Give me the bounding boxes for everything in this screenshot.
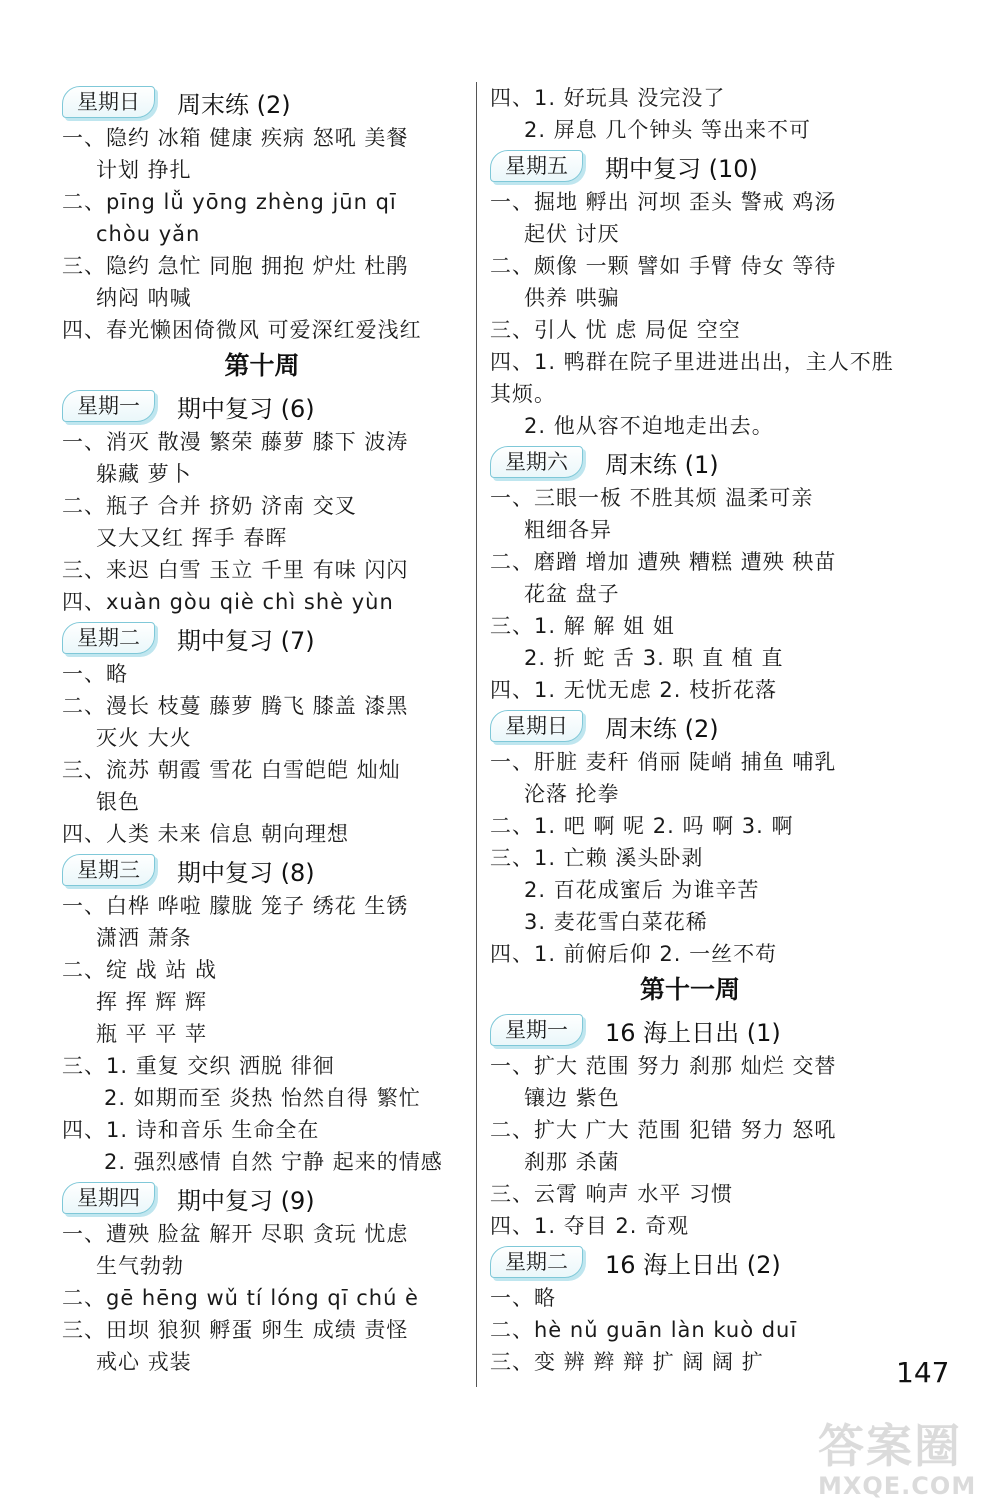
answer-line: 灭火 大火 bbox=[96, 726, 192, 750]
answer-line: 2. 强烈感情 自然 宁静 起来的情感 bbox=[104, 1150, 443, 1174]
day-tag: 星期六 bbox=[490, 446, 583, 478]
answer-line: 四、1. 好玩具 没完没了 bbox=[490, 86, 726, 110]
column-divider bbox=[476, 82, 477, 1387]
answer-line: 供养 哄骗 bbox=[524, 286, 620, 310]
answer-line: 四、1. 夺目 2. 奇观 bbox=[490, 1214, 690, 1238]
section-header bbox=[490, 442, 890, 482]
day-tag: 星期一 bbox=[62, 390, 155, 422]
answer-line: 三、云霄 响声 水平 习惯 bbox=[490, 1182, 734, 1206]
answer-line: 2. 屏息 几个钟头 等出来不可 bbox=[524, 118, 812, 142]
section-header bbox=[62, 386, 462, 426]
answer-line: 二、pīng lǚ yōng zhèng jūn qī bbox=[62, 190, 397, 214]
answer-line: 二、瓶子 合并 挤奶 济南 交叉 bbox=[62, 494, 357, 518]
answer-line: 三、隐约 急忙 同胞 拥抱 炉灶 杜鹃 bbox=[62, 254, 409, 278]
lesson-title: 周末练 (2) bbox=[177, 90, 291, 119]
answer-line: 躲藏 萝卜 bbox=[96, 462, 192, 486]
answer-line: 二、颇像 一颗 譬如 手臂 侍女 等待 bbox=[490, 254, 837, 278]
answer-line: 四、1. 无忧无虑 2. 枝折花落 bbox=[490, 678, 778, 702]
answer-line: 纳闷 呐喊 bbox=[96, 286, 192, 310]
answer-line: 一、隐约 冰箱 健康 疾病 怒吼 美餐 bbox=[62, 126, 409, 150]
day-tag: 星期二 bbox=[62, 622, 155, 654]
answer-line: 一、消灭 散漫 繁荣 藤萝 膝下 波涛 bbox=[62, 430, 409, 454]
answer-line: 银色 bbox=[96, 790, 140, 814]
answer-line: 三、来迟 白雪 玉立 千里 有味 闪闪 bbox=[62, 558, 409, 582]
answer-line: 二、1. 吧 啊 呢 2. 吗 啊 3. 啊 bbox=[490, 814, 794, 838]
answer-line: 三、引人 忧 虑 局促 空空 bbox=[490, 318, 741, 342]
answer-line: 三、田坝 狼狈 孵蛋 卵生 成绩 责怪 bbox=[62, 1318, 409, 1342]
week-heading: 第十一周 bbox=[639, 975, 740, 1004]
answer-line: 四、人类 未来 信息 朝向理想 bbox=[62, 822, 350, 846]
day-tag: 星期四 bbox=[62, 1182, 155, 1214]
answer-line: 一、白桦 哗啦 朦胧 笼子 绣花 生锈 bbox=[62, 894, 409, 918]
answer-line: 镶边 紫色 bbox=[524, 1086, 620, 1110]
answer-line: 四、1. 前俯后仰 2. 一丝不苟 bbox=[490, 942, 778, 966]
section-header bbox=[62, 850, 462, 890]
section-header bbox=[490, 1010, 890, 1050]
answer-line: 一、扩大 范围 努力 刹那 灿烂 交替 bbox=[490, 1054, 837, 1078]
answer-line: 四、1. 诗和音乐 生命全在 bbox=[62, 1118, 320, 1142]
lesson-title: 周末练 (2) bbox=[605, 714, 719, 743]
answer-line: 四、xuàn gòu qiè chì shè yùn bbox=[62, 590, 394, 614]
week-heading: 第十周 bbox=[224, 351, 300, 380]
section-header bbox=[490, 146, 890, 186]
answer-line: 刹那 杀菌 bbox=[524, 1150, 620, 1174]
answer-line: 2. 他从容不迫地走出去。 bbox=[524, 414, 774, 438]
section-header bbox=[62, 1178, 462, 1218]
answer-line: 一、掘地 孵出 河坝 歪头 警戒 鸡汤 bbox=[490, 190, 837, 214]
section-header bbox=[62, 82, 462, 122]
answer-line: 起伏 讨厌 bbox=[524, 222, 620, 246]
answer-line: 沦落 抡拳 bbox=[524, 782, 620, 806]
answer-line: 二、漫长 枝蔓 藤萝 腾飞 膝盖 漆黑 bbox=[62, 694, 409, 718]
day-tag: 星期五 bbox=[490, 150, 583, 182]
answer-line: 一、肝脏 麦秆 俏丽 陡峭 捕鱼 哺乳 bbox=[490, 750, 837, 774]
answer-line: 三、流苏 朝霞 雪花 白雪皑皑 灿灿 bbox=[62, 758, 401, 782]
answer-line: 2. 百花成蜜后 为谁辛苦 bbox=[524, 878, 760, 902]
answer-line: 三、变 辨 辫 辩 扩 阔 阔 扩 bbox=[490, 1350, 764, 1374]
answer-line: 又大又红 挥手 春晖 bbox=[96, 526, 288, 550]
section-header bbox=[62, 618, 462, 658]
answer-line: 3. 麦花雪白菜花稀 bbox=[524, 910, 708, 934]
right-column bbox=[490, 82, 894, 1378]
day-tag: 星期日 bbox=[62, 86, 155, 118]
left-column bbox=[62, 82, 462, 1378]
watermark-url: MXQE.COM bbox=[818, 1472, 977, 1500]
answer-line: 戒心 戎装 bbox=[96, 1350, 192, 1374]
answer-line: 二、gē hēng wǔ tí lóng qī chú è bbox=[62, 1286, 419, 1310]
answer-line: 潇洒 萧条 bbox=[96, 926, 192, 950]
day-tag: 星期一 bbox=[490, 1014, 583, 1046]
day-tag: 星期三 bbox=[62, 854, 155, 886]
answer-line: 一、略 bbox=[62, 662, 128, 686]
lesson-title: 16 海上日出 (1) bbox=[605, 1018, 781, 1047]
answer-line: 三、1. 重复 交织 洒脱 徘徊 bbox=[62, 1054, 335, 1078]
day-tag: 星期日 bbox=[490, 710, 583, 742]
answer-line: 2. 折 蛇 舌 3. 职 直 植 直 bbox=[524, 646, 784, 670]
lesson-title: 期中复习 (7) bbox=[177, 626, 315, 655]
section-header bbox=[490, 706, 890, 746]
answer-line: 一、略 bbox=[490, 1286, 556, 1310]
answer-line: chòu yǎn bbox=[96, 222, 201, 246]
answer-line: 三、1. 解 解 姐 姐 bbox=[490, 614, 675, 638]
answer-line: 二、磨蹭 增加 遭殃 糟糕 遭殃 秧苗 bbox=[490, 550, 837, 574]
lesson-title: 期中复习 (6) bbox=[177, 394, 315, 423]
lesson-title: 周末练 (1) bbox=[605, 450, 719, 479]
lesson-title: 期中复习 (8) bbox=[177, 858, 315, 887]
answer-line: 瓶 平 平 苹 bbox=[96, 1022, 208, 1046]
answer-line: 一、遭殃 脸盆 解开 尽职 贪玩 忧虑 bbox=[62, 1222, 409, 1246]
watermark-text: 答案圈 bbox=[818, 1419, 962, 1473]
answer-line: 二、绽 战 站 战 bbox=[62, 958, 218, 982]
answer-line: 其烦。 bbox=[490, 382, 556, 406]
lesson-title: 期中复习 (9) bbox=[177, 1186, 315, 1215]
answer-line: 四、春光懒困倚微风 可爱深红爱浅红 bbox=[62, 318, 422, 342]
lesson-title: 期中复习 (10) bbox=[605, 154, 758, 183]
section-header bbox=[490, 1242, 890, 1282]
answer-line: 2. 如期而至 炎热 怡然自得 繁忙 bbox=[104, 1086, 421, 1110]
answer-line: 挥 挥 辉 辉 bbox=[96, 990, 208, 1014]
answer-line: 二、hè nǔ guān làn kuò duī bbox=[490, 1318, 798, 1342]
answer-line: 生气勃勃 bbox=[96, 1254, 184, 1278]
answer-line: 计划 挣扎 bbox=[96, 158, 192, 182]
answer-line: 三、1. 亡赖 溪头卧剥 bbox=[490, 846, 704, 870]
answer-line: 二、扩大 广大 范围 犯错 努力 怒吼 bbox=[490, 1118, 837, 1142]
answer-line: 一、三眼一板 不胜其烦 温柔可亲 bbox=[490, 486, 814, 510]
day-tag: 星期二 bbox=[490, 1246, 583, 1278]
answer-line: 四、1. 鸭群在院子里进进出出，主人不胜 bbox=[490, 350, 894, 374]
answer-line: 粗细各异 bbox=[524, 518, 612, 542]
lesson-title: 16 海上日出 (2) bbox=[605, 1250, 781, 1279]
page-number: 147 bbox=[896, 1356, 950, 1389]
watermark-logo bbox=[818, 1410, 988, 1498]
answer-line: 花盆 盘子 bbox=[524, 582, 620, 606]
